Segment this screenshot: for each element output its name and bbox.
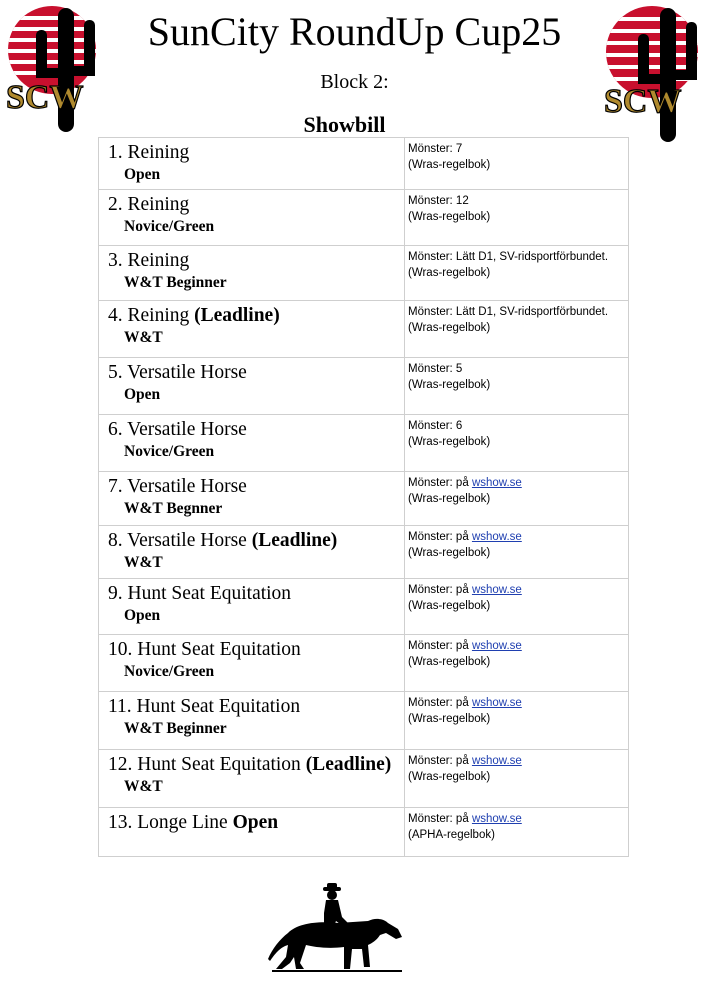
class-level: W&T	[124, 329, 163, 346]
rulebook-text: (Wras-regelbok)	[408, 771, 491, 783]
wshow-link[interactable]: wshow.se	[471, 640, 522, 652]
pattern-line	[408, 141, 628, 157]
wshow-link[interactable]: wshow.se	[471, 697, 522, 709]
pattern-cell	[405, 246, 629, 301]
rulebook-text: (Wras-regelbok)	[408, 267, 491, 279]
class-name	[108, 811, 404, 835]
block-label: Block 2:	[320, 71, 389, 93]
class-level: Open	[124, 386, 161, 403]
pattern-text: Mönster: på	[408, 531, 469, 543]
pattern-text: Mönster: på	[408, 584, 469, 596]
class-name-text: 8. Versatile Horse	[108, 530, 247, 551]
pattern-text: Mönster: 5	[408, 363, 463, 375]
table-row	[99, 358, 629, 415]
rulebook-text: (Wras-regelbok)	[408, 159, 491, 171]
class-name-text: 11. Hunt Seat Equitation	[108, 696, 301, 717]
table-row	[99, 415, 629, 472]
pattern-line	[408, 418, 628, 434]
class-name-text: 13. Longe Line	[108, 812, 228, 833]
showbill-table	[98, 137, 629, 857]
pattern-cell	[405, 635, 629, 692]
pattern-text: Mönster: Lätt D1, SV-ridsportförbundet.	[408, 251, 609, 263]
pattern-text: Mönster: 6	[408, 420, 463, 432]
class-name	[108, 753, 404, 777]
class-name	[108, 695, 404, 719]
pattern-text: Mönster: på	[408, 477, 469, 489]
class-level: W&T Beginner	[124, 720, 227, 737]
pattern-text: Mönster: 7	[408, 143, 463, 155]
class-name	[108, 582, 404, 606]
class-name-text: 10. Hunt Seat Equitation	[108, 639, 301, 660]
pattern-line	[408, 753, 628, 769]
class-name	[108, 475, 404, 499]
pattern-cell	[405, 138, 629, 190]
pattern-line	[408, 695, 628, 711]
class-level: Open	[124, 166, 161, 183]
pattern-cell	[405, 808, 629, 857]
class-name	[108, 638, 404, 662]
pattern-line	[408, 475, 628, 491]
class-cell	[99, 579, 405, 635]
showbill-heading: Showbill	[303, 112, 386, 137]
class-cell	[99, 358, 405, 415]
horse-rider-silhouette-icon	[268, 883, 406, 973]
rulebook-text: (Wras-regelbok)	[408, 379, 491, 391]
class-cell	[99, 415, 405, 472]
class-name	[108, 361, 404, 385]
pattern-line	[408, 193, 628, 209]
class-name-bold: (Leadline)	[251, 530, 338, 551]
class-level: Novice/Green	[124, 218, 215, 235]
pattern-cell	[405, 190, 629, 246]
pattern-text: Mönster: 12	[408, 195, 469, 207]
rulebook-text: (Wras-regelbok)	[408, 713, 491, 725]
pattern-text: Mönster: på	[408, 813, 469, 825]
pattern-line	[408, 811, 628, 827]
class-name	[108, 304, 404, 328]
table-row	[99, 526, 629, 579]
table-row	[99, 635, 629, 692]
rulebook-text: (Wras-regelbok)	[408, 322, 491, 334]
rulebook-text: (Wras-regelbok)	[408, 600, 491, 612]
class-level: W&T Begnner	[124, 500, 223, 517]
class-name-text: 6. Versatile Horse	[108, 419, 247, 440]
table-row	[99, 808, 629, 857]
table-row	[99, 750, 629, 808]
table-row	[99, 579, 629, 635]
class-name	[108, 249, 404, 273]
scw-logo-left-text: SCW	[6, 79, 84, 116]
wshow-link[interactable]: wshow.se	[471, 584, 522, 596]
class-name-text: 4. Reining	[108, 305, 190, 326]
class-name-text: 12. Hunt Seat Equitation	[108, 754, 301, 775]
class-cell	[99, 138, 405, 190]
class-cell	[99, 808, 405, 857]
class-cell	[99, 190, 405, 246]
pattern-cell	[405, 415, 629, 472]
pattern-line	[408, 361, 628, 377]
class-name-text: 5. Versatile Horse	[108, 362, 247, 383]
class-level: W&T	[124, 778, 163, 795]
pattern-line	[408, 638, 628, 654]
pattern-cell	[405, 579, 629, 635]
rulebook-text: (Wras-regelbok)	[408, 547, 491, 559]
table-row	[99, 692, 629, 750]
class-name	[108, 193, 404, 217]
class-cell	[99, 526, 405, 579]
scw-logo-right-text: SCW	[604, 83, 682, 120]
pattern-text: Mönster: på	[408, 640, 469, 652]
class-cell	[99, 750, 405, 808]
pattern-text: Mönster: på	[408, 755, 469, 767]
page-title: SunCity RoundUp Cup25	[147, 9, 562, 54]
class-name-text: 9. Hunt Seat Equitation	[108, 583, 292, 604]
class-name-text: 2. Reining	[108, 194, 190, 215]
class-name-bold: (Leadline)	[194, 305, 280, 326]
class-cell	[99, 246, 405, 301]
rulebook-text: (APHA-regelbok)	[408, 829, 495, 841]
pattern-cell	[405, 472, 629, 526]
table-row	[99, 246, 629, 301]
class-name-text: 7. Versatile Horse	[108, 476, 247, 497]
class-name	[108, 529, 404, 553]
wshow-link[interactable]: wshow.se	[471, 531, 522, 543]
class-name	[108, 141, 404, 165]
class-level: Novice/Green	[124, 443, 215, 460]
class-name-bold: Open	[232, 812, 279, 833]
pattern-cell	[405, 692, 629, 750]
pattern-text: Mönster: Lätt D1, SV-ridsportförbundet.	[408, 306, 609, 318]
wshow-link[interactable]: wshow.se	[471, 755, 522, 767]
pattern-text: Mönster: på	[408, 697, 469, 709]
class-level: Novice/Green	[124, 663, 215, 680]
pattern-cell	[405, 526, 629, 579]
rulebook-text: (Wras-regelbok)	[408, 211, 491, 223]
class-cell	[99, 692, 405, 750]
class-cell	[99, 301, 405, 358]
table-row	[99, 190, 629, 246]
pattern-cell	[405, 358, 629, 415]
rulebook-text: (Wras-regelbok)	[408, 656, 491, 668]
class-cell	[99, 635, 405, 692]
pattern-line	[408, 529, 628, 545]
class-name-bold: (Leadline)	[305, 754, 392, 775]
pattern-line	[408, 304, 628, 320]
pattern-line	[408, 582, 628, 598]
table-row	[99, 472, 629, 526]
wshow-link[interactable]: wshow.se	[471, 813, 522, 825]
class-name-text: 3. Reining	[108, 250, 190, 271]
class-name-text: 1. Reining	[108, 142, 190, 163]
rulebook-text: (Wras-regelbok)	[408, 436, 491, 448]
table-row	[99, 301, 629, 358]
pattern-line	[408, 249, 628, 265]
class-level: W&T Beginner	[124, 274, 227, 291]
pattern-cell	[405, 301, 629, 358]
wshow-link[interactable]: wshow.se	[471, 477, 522, 489]
class-cell	[99, 472, 405, 526]
class-level: Open	[124, 607, 161, 624]
rulebook-text: (Wras-regelbok)	[408, 493, 491, 505]
table-row	[99, 138, 629, 190]
class-name	[108, 418, 404, 442]
class-level: W&T	[124, 554, 163, 571]
pattern-cell	[405, 750, 629, 808]
